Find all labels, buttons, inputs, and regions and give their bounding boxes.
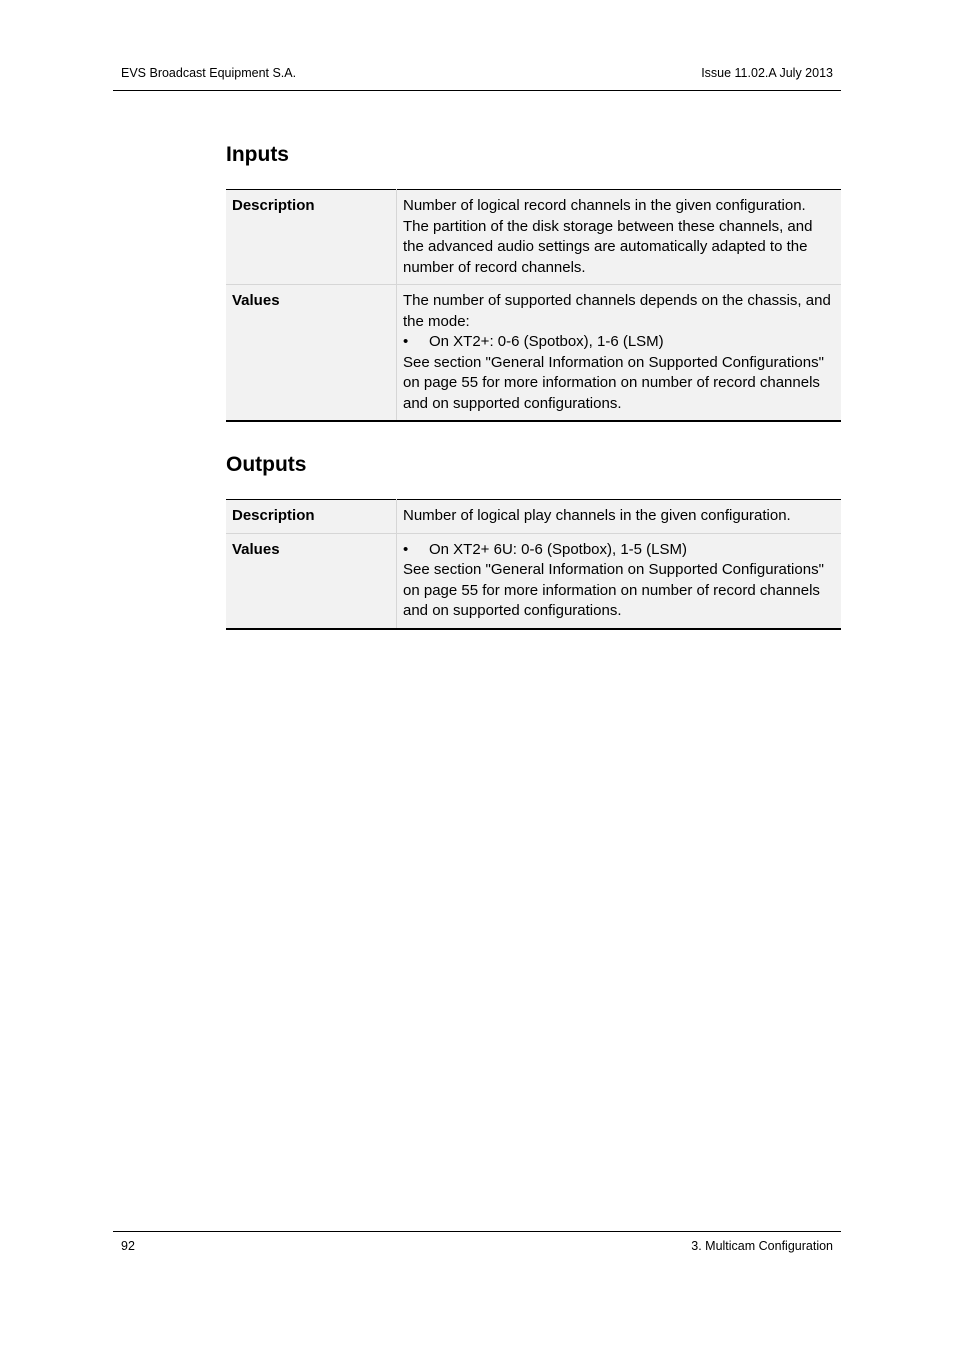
outputs-values-label: Values	[226, 533, 397, 629]
inputs-description-row	[226, 190, 841, 285]
outputs-description-label: Description	[226, 500, 397, 534]
header-issue-date: Issue 11.02.A July 2013	[701, 66, 833, 80]
outputs-values-cell	[397, 533, 842, 629]
header-publisher: EVS Broadcast Equipment S.A.	[121, 66, 297, 80]
outputs-table	[226, 499, 841, 630]
running-footer	[113, 1231, 841, 1260]
outputs-heading: Outputs	[226, 453, 307, 476]
inputs-values-bullet-item	[403, 332, 835, 353]
outputs-description-row	[226, 500, 841, 534]
outputs-description-text: Number of logical play channels in the given configuration.	[403, 507, 791, 524]
inputs-description-label: Description	[226, 190, 397, 285]
outputs-values-bullet-text: On XT2+ 6U: 0-6 (Spotbox), 1-5 (LSM)	[429, 540, 688, 558]
inputs-values-note: See section "General Information on Supported Configurations" on page 55 for more information on number of record channels and on supported configurations.	[403, 353, 824, 412]
inputs-values-intro: The number of supported channels depends on the chassis, and the mode:	[403, 292, 831, 330]
inputs-description-text: Number of logical record channels in the given configuration. The partition of the disk storage between these channels, and the advanced audio settings are automatically adapted to the number of record channels.	[403, 197, 813, 276]
bullet-icon: •	[403, 333, 409, 350]
bullet-icon: •	[403, 540, 409, 558]
outputs-values-bullet-item	[403, 540, 835, 561]
inputs-values-label: Values	[226, 285, 397, 422]
footer-page-number: 92	[121, 1239, 135, 1253]
inputs-values-row	[226, 285, 841, 422]
footer-chapter: 3. Multicam Configuration	[691, 1239, 833, 1253]
running-header	[113, 62, 841, 91]
outputs-values-note: See section "General Information on Supported Configurations" on page 55 for more information on number of record channels and on supported configurations.	[403, 561, 824, 619]
inputs-values-cell	[397, 285, 842, 422]
outputs-values-row	[226, 533, 841, 629]
inputs-table	[226, 189, 841, 422]
inputs-values-bullet-text: On XT2+: 0-6 (Spotbox), 1-6 (LSM)	[429, 333, 664, 350]
inputs-heading: Inputs	[226, 143, 289, 166]
